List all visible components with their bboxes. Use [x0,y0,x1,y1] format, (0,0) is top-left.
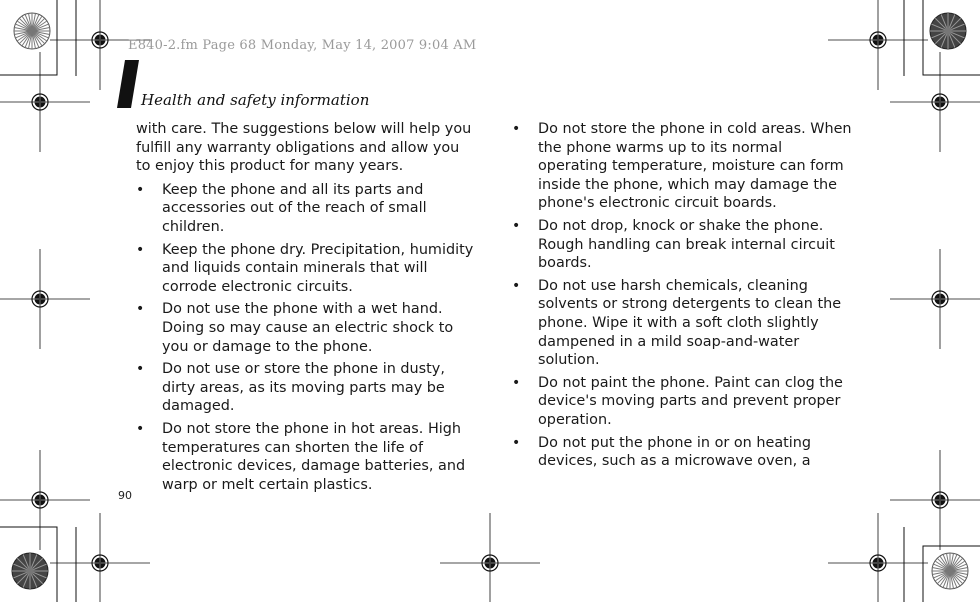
list-item: • Keep the phone and all its parts and accessories out of the reach of small children. [136,181,476,237]
list-item: • Do not paint the phone. Paint can clog the device's moving parts and prevent proper operation. [512,374,852,430]
section-title: Health and safety information [141,91,370,109]
list-item: • Do not use or store the phone in dusty, dirty areas, as its moving parts may be damaged. [136,360,476,416]
header-accent-bar [117,60,139,108]
right-bullet-list [512,120,852,471]
left-column [136,120,476,498]
intro-paragraph: with care. The suggestions below will help you fulfill any warranty obligations and allow you to enjoy this product for many years. [136,121,472,175]
print-slug-text: E840-2.fm Page 68 Monday, May 14, 2007 9:04 AM [128,38,477,53]
list-item: • Do not use the phone with a wet hand. Doing so may cause an electric shock to you or damage to the phone. [136,300,476,356]
list-item: • Do not store the phone in cold areas. When the phone warms up to its normal operating temperature, moisture can form inside the phone, which may damage the phone's electronic circuit boards. [512,120,852,213]
right-column [512,120,852,475]
list-item: • Do not store the phone in hot areas. High temperatures can shorten the life of electronic devices, damage batteries, and warp or melt certain plastics. [136,420,476,494]
list-item: • Keep the phone dry. Precipitation, humidity and liquids contain minerals that will corrode electronic circuits. [136,241,476,297]
list-item: • Do not use harsh chemicals, cleaning solvents or strong detergents to clean the phone. Wipe it with a soft cloth slightly dampened in a mild soap-and-water solution. [512,277,852,370]
page-number: 90 [118,489,132,502]
list-item: • Do not drop, knock or shake the phone. Rough handling can break internal circuit boards. [512,217,852,273]
list-item: • Do not put the phone in or on heating devices, such as a microwave oven, a [512,434,852,471]
left-bullet-list [136,181,476,495]
